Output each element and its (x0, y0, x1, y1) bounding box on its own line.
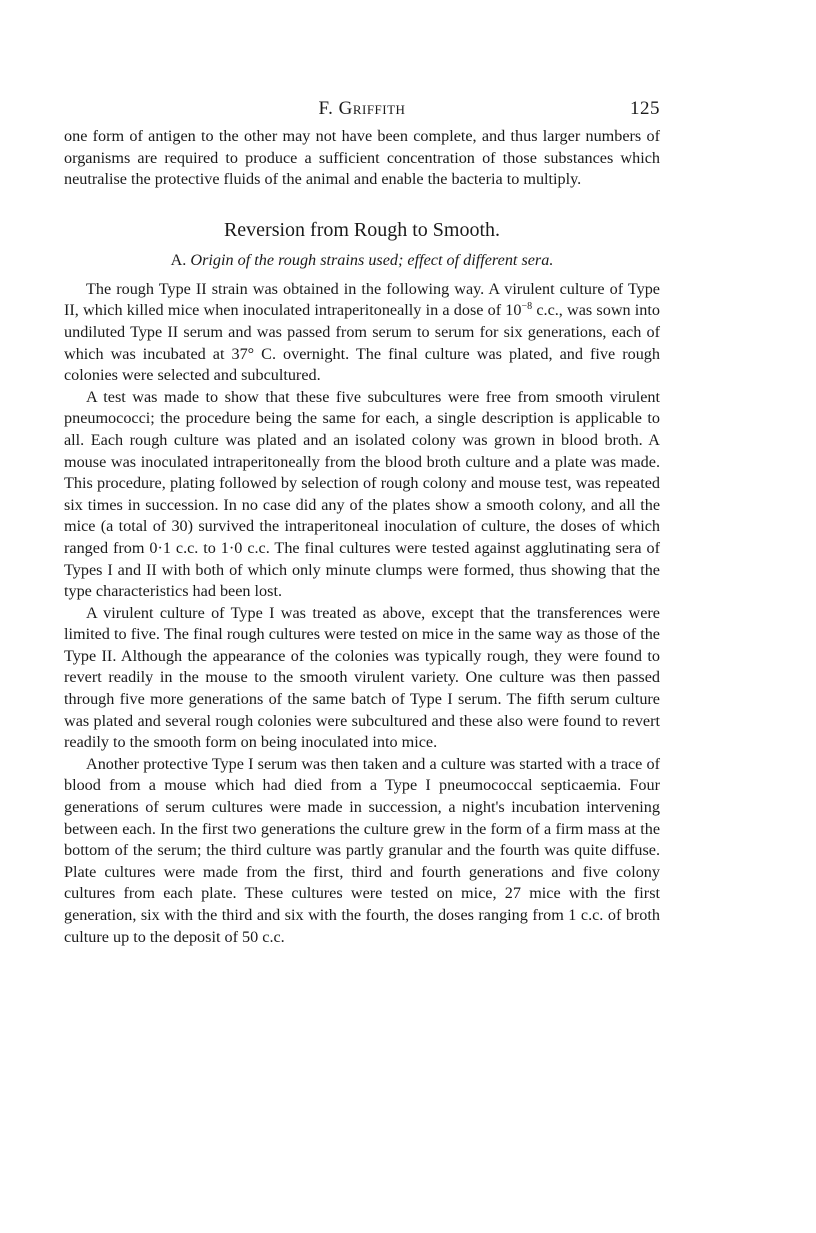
paragraph-text: c.c., was sown into undiluted Type II serum and was passed from serum to serum for six generations, each of which was incubated at 37° C. overnight. The final culture was plated, and five rough colonies were selected and subcultured. (64, 301, 660, 385)
page-number: 125 (630, 98, 660, 119)
paragraph-rough-type-ii (64, 279, 660, 387)
subsection-label: A. (170, 250, 187, 269)
paragraph-text: The rough Type II strain was obtained in the following way. A virulent culture of Type II, which killed mice when inoculated intraperitoneally in a dose of 10 (64, 279, 660, 320)
section-title: Reversion from Rough to Smooth. (223, 218, 501, 241)
paragraph-subculture-test: A test was made to show that these five subcultures were free from smooth virulent pneumococci; the procedure being the same for each, a single description is applicable to all. Each rough culture was plated and an isolated colony was grown in blood broth. A mouse was inoculated intraperitoneally from the blood broth culture and a plate was made. This procedure, plating followed by selection of rough colony and mouse test, was repeated six times in succession. In no case did any of the plates show a smooth colony, and all the mice (a total of 30) survived the intraperitoneal inoculation of culture, the doses of which ranged from 0·1 c.c. to 1·0 c.c. The final cultures were tested against agglutinating sera of Types I and II with both of which only minute clumps were formed, thus showing that the type characteristics had been lost. (64, 387, 660, 601)
running-head (64, 98, 660, 126)
subsection-title-text: Origin of the rough strains used; effect of different sera. (190, 250, 554, 269)
paragraph-protective-serum: Another protective Type I serum was then taken and a culture was started with a trace of blood from a mouse which had died from a Type I pneumococcal septicaemia. Four generations of serum cultures were made in succession, a night's incubation intervening between each. In the first two generations the culture grew in the form of a firm mass at the bottom of the serum; the third culture was partly granular and the fourth was quite diffuse. Plate cultures were made from the first, third and fourth generations and five colony cultures from each plate. These cultures were tested on mice, 27 mice with the first generation, six with the third and six with the fourth, the doses ranging from 1 c.c. of broth culture up to the deposit of 50 c.c. (64, 754, 660, 946)
exponent: −8 (521, 301, 533, 313)
intro-paragraph: one form of antigen to the other may not have been complete, and thus larger numbers of organisms are required to produce a sufficient concentration of those substances which neutralise the protective fluids of the animal and enable the bacteria to multiply. (64, 127, 660, 189)
subsection-title (64, 249, 660, 271)
paragraph-type-i-culture: A virulent culture of Type I was treated as above, except that the transferences were limited to five. The final rough cultures were tested on mice in the same way as those of the Type II. Although the appearance of the colonies was typically rough, they were found to revert readily in the mouse to the smooth virulent variety. One culture was then passed through five more generations of the same batch of Type I serum. The fifth serum culture was plated and several rough colonies were subcultured and these also were found to revert readily to the smooth form on being inoculated into mice. (64, 603, 660, 752)
journal-page (64, 98, 660, 948)
running-head-author: F. Griffith (318, 98, 406, 119)
